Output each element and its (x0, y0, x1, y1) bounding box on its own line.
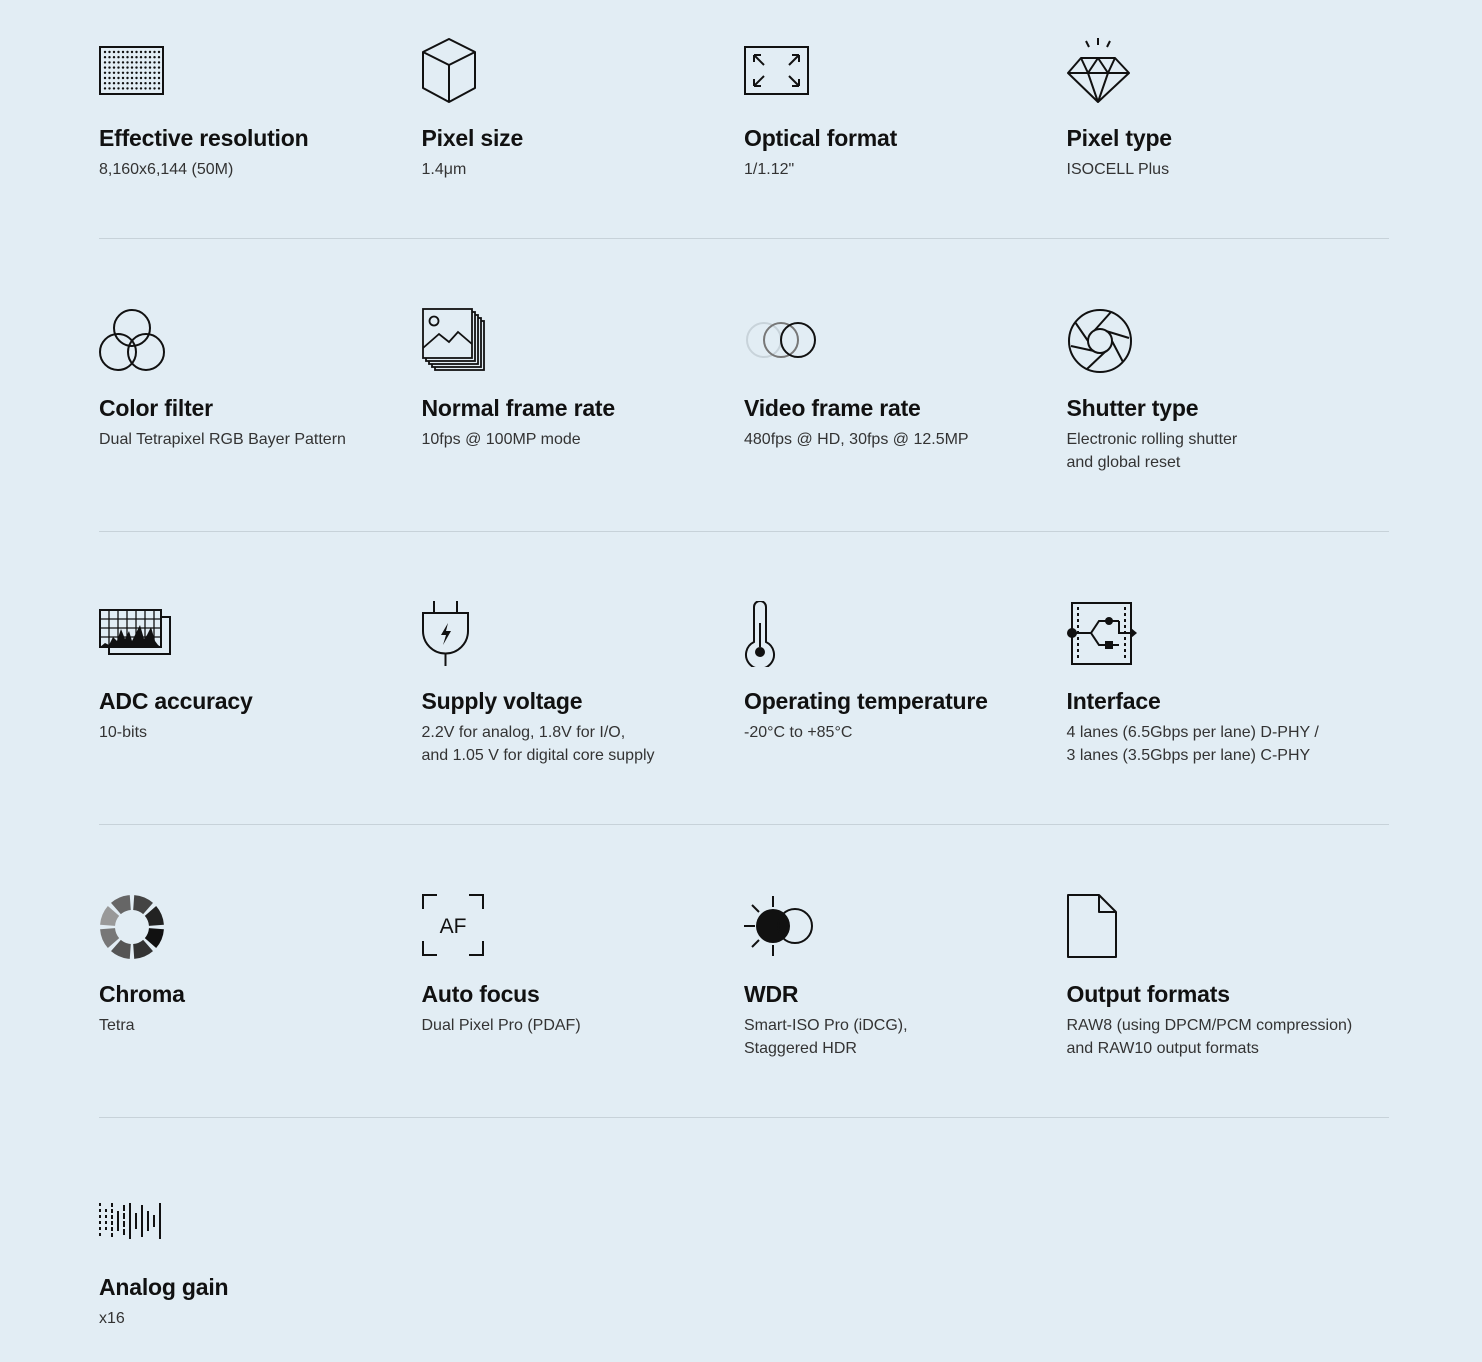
spec-item-operating-temperature (744, 532, 1067, 824)
spec-row (99, 532, 1389, 825)
spec-item-chroma (99, 825, 422, 1117)
spec-value: -20°C to +85°C (744, 724, 853, 741)
spec-value: 480fps @ HD, 30fps @ 12.5MP (744, 431, 969, 448)
spec-title: Shutter type (1066, 395, 1199, 421)
spec-row (99, 825, 1389, 1118)
spec-grid (99, 0, 1389, 1362)
spec-value: RAW8 (using DPCM/PCM compression) and RAW10 output formats (1066, 1017, 1353, 1057)
rgb-circles-icon (99, 308, 165, 374)
spec-value: ISOCELL Plus (1066, 161, 1170, 178)
spec-value: 10-bits (99, 724, 148, 741)
diamond-icon (1067, 38, 1133, 104)
spec-title: Normal frame rate (421, 395, 615, 421)
spec-value: Electronic rolling shutter and global reset (1066, 431, 1238, 471)
spec-title: Optical format (744, 125, 898, 151)
spec-value: 8,160x6,144 (50M) (99, 161, 234, 178)
thermometer-icon (744, 601, 810, 667)
spec-row (99, 1118, 1389, 1362)
spec-title: Video frame rate (744, 395, 921, 421)
spec-value: 10fps @ 100MP mode (421, 431, 581, 448)
expand-arrows-icon (744, 38, 810, 104)
motion-circles-icon (744, 308, 820, 374)
spec-title: ADC accuracy (99, 688, 253, 714)
chroma-segments-icon (99, 894, 165, 960)
spec-item-normal-frame-rate (422, 239, 745, 531)
spec-value: 4 lanes (6.5Gbps per lane) D-PHY / 3 lanes (3.5Gbps per lane) C-PHY (1066, 724, 1319, 764)
image-stack-icon (422, 308, 488, 374)
spec-title: Auto focus (421, 981, 540, 1007)
spec-value: Tetra (99, 1017, 135, 1034)
gain-bars-icon (99, 1201, 165, 1241)
spec-title: Interface (1066, 688, 1161, 714)
spec-value: Dual Pixel Pro (PDAF) (421, 1017, 581, 1034)
spec-item-wdr (744, 825, 1067, 1117)
spec-item-effective-resolution (99, 0, 422, 238)
spec-title: Supply voltage (421, 688, 583, 714)
spec-row (99, 0, 1389, 239)
aperture-icon (1067, 308, 1133, 374)
spec-value: 2.2V for analog, 1.8V for I/O, and 1.05 V for digital core supply (421, 724, 655, 764)
spec-item-pixel-size (422, 0, 745, 238)
spec-value: Dual Tetrapixel RGB Bayer Pattern (99, 431, 346, 448)
spec-item-output-formats (1067, 825, 1390, 1117)
document-icon (1067, 894, 1133, 960)
spec-title: Pixel type (1066, 125, 1172, 151)
power-plug-icon (422, 601, 488, 667)
spec-value: x16 (99, 1310, 125, 1327)
spec-title: Pixel size (421, 125, 524, 151)
spec-item-optical-format (744, 0, 1067, 238)
circuit-icon (1067, 601, 1137, 667)
spec-title: Color filter (99, 395, 213, 421)
spec-title: Operating temperature (744, 688, 988, 714)
histogram-icon (99, 601, 173, 667)
spec-row (99, 239, 1389, 532)
spec-title: Analog gain (99, 1274, 229, 1300)
spec-value: Smart-ISO Pro (iDCG), Staggered HDR (744, 1017, 908, 1057)
spec-title: Output formats (1066, 981, 1230, 1007)
spec-item-auto-focus (422, 825, 745, 1117)
spec-title: WDR (744, 981, 799, 1007)
spec-value: 1/1.12" (744, 161, 795, 178)
cube-icon (422, 38, 488, 104)
spec-title: Effective resolution (99, 125, 309, 151)
spec-title: Chroma (99, 981, 185, 1007)
spec-item-video-frame-rate (744, 239, 1067, 531)
wdr-icon (744, 894, 820, 960)
spec-item-color-filter (99, 239, 422, 531)
spec-item-shutter-type (1067, 239, 1390, 531)
spec-item-analog-gain (99, 1118, 422, 1362)
spec-item-supply-voltage (422, 532, 745, 824)
pixel-grid-icon (99, 38, 165, 104)
spec-item-interface (1067, 532, 1390, 824)
spec-item-adc-accuracy (99, 532, 422, 824)
spec-item-pixel-type (1067, 0, 1390, 238)
af-label: AF (439, 915, 466, 938)
spec-value: 1.4μm (421, 161, 467, 178)
af-frame-icon (422, 894, 488, 960)
